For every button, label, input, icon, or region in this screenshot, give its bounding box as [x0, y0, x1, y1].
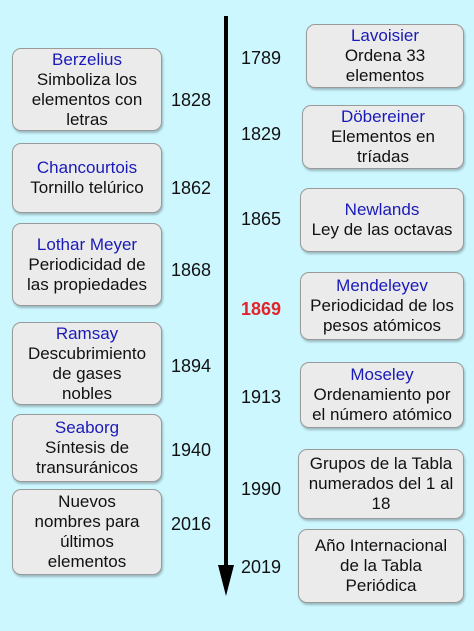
event-description: Síntesis de transuránicos [35, 438, 139, 477]
left-event-box-chancourtois [12, 143, 162, 213]
event-name: Ramsay [55, 323, 119, 343]
year-label-1789: 1789 [240, 48, 282, 68]
event-description: Año Internacional de la Tabla Periódica [314, 536, 448, 595]
left-event-box-event-2016 [12, 489, 162, 575]
event-name: Chancourtois [36, 158, 138, 177]
event-name: Lothar Meyer [36, 234, 138, 254]
event-description: Periodicidad de las propiedades [26, 254, 148, 294]
right-event-box-dobereiner [302, 105, 464, 169]
year-label-1894: 1894 [170, 356, 212, 376]
right-event-box-mendeleyev [300, 272, 464, 340]
event-name: Döbereiner [340, 107, 426, 126]
event-description: Grupos de la Tabla numerados del 1 al 18 [308, 454, 454, 513]
event-description: Simboliza los elementos con letras [31, 69, 143, 129]
event-description: Ley de las octavas [311, 220, 453, 239]
event-name: Lavoisier [350, 26, 420, 45]
event-name: Seaborg [54, 418, 120, 437]
event-description: Ordena 33 elementos [344, 46, 426, 85]
year-label-1869: 1869 [240, 299, 282, 319]
event-description: Elementos en tríadas [331, 127, 435, 166]
year-label-2016: 2016 [170, 514, 212, 534]
event-description: Tornillo telúrico [30, 178, 144, 197]
year-label-1913: 1913 [240, 387, 282, 407]
left-event-box-ramsay [12, 322, 162, 405]
right-event-box-moseley [300, 362, 464, 428]
event-name: Mendeleyev [336, 276, 428, 295]
event-description: Periodicidad de los pesos atómicos [310, 296, 454, 335]
year-label-1990: 1990 [240, 479, 282, 499]
left-event-box-seaborg [12, 414, 162, 482]
year-label-1862: 1862 [170, 178, 212, 198]
event-description: Nuevos nombres para últimos elementos [34, 492, 140, 571]
event-description: Ordenamiento por el número atómico [312, 385, 452, 424]
year-label-1828: 1828 [170, 90, 212, 110]
year-label-1865: 1865 [240, 209, 282, 229]
event-name: Newlands [344, 200, 420, 219]
left-event-box-lothar-meyer [12, 223, 162, 306]
year-label-1940: 1940 [170, 440, 212, 460]
right-event-box-lavoisier [306, 24, 464, 88]
event-name: Berzelius [52, 49, 122, 69]
year-label-1868: 1868 [170, 260, 212, 280]
right-event-box-event-1990 [298, 449, 464, 519]
year-label-1829: 1829 [240, 124, 282, 144]
year-label-2019: 2019 [240, 557, 282, 577]
left-event-box-berzelius [12, 48, 162, 131]
right-event-box-newlands [300, 188, 464, 252]
right-event-box-event-2019 [298, 529, 464, 603]
event-name: Moseley [350, 365, 414, 384]
event-description: Descubrimiento de gases nobles [27, 343, 147, 403]
